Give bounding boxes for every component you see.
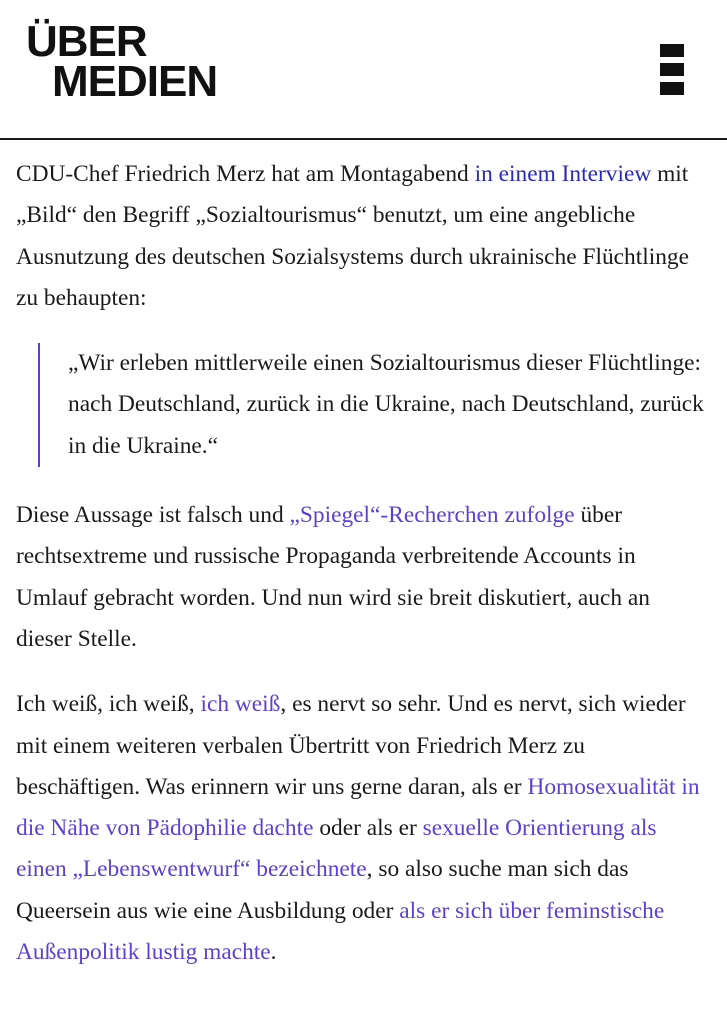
spiegel-research-link[interactable]: „Spiegel“-Recherchen zufolge	[289, 502, 575, 529]
blockquote: „Wir erleben mittlerweile einen Sozialtourismus dieser Flüchtlinge: nach Deutschland, zurück in die Ukraine, nach Deutschland, zurück in die Ukraine.“	[38, 343, 705, 467]
text: CDU-Chef Friedrich Merz hat am Montagabend	[16, 161, 475, 187]
hamburger-menu-icon[interactable]	[660, 44, 684, 96]
menu-bar	[660, 44, 684, 57]
text: Diese Aussage ist falsch und	[16, 502, 290, 529]
menu-bar	[660, 82, 684, 95]
logo-line-2: MEDIEN	[52, 57, 218, 106]
feminist-foreign-policy-link[interactable]: als er sich über feminstische Außenpolitik lustig machte	[16, 897, 665, 966]
text: über rechtsextreme und russische Propaganda verbreitende Accounts in Umlauf gebracht worden. Und nun wird sie breit diskutiert, auch an dieser Stelle.	[16, 502, 650, 652]
site-header	[0, 0, 727, 140]
menu-bar	[660, 63, 684, 76]
text: , so also suche man sich das Queersein aus wie eine Ausbildung oder	[16, 856, 629, 924]
text: .	[270, 939, 277, 966]
logo-line-1: ÜBER	[26, 17, 147, 66]
paragraph-2	[16, 495, 705, 660]
interview-link[interactable]: in einem Interview	[474, 161, 652, 187]
sexual-orientation-link[interactable]: sexuelle Orientierung als einen „Lebenswentwurf“ bezeichnete	[16, 815, 657, 883]
site-logo[interactable]	[26, 17, 218, 106]
text: mit „Bild“ den Begriff „Sozialtourismus“ benutzt, um eine angebliche Ausnutzung des deutschen Sozialsystems durch ukrainische Flüchtlinge zu behaupten:	[16, 161, 690, 311]
article-body	[0, 140, 727, 973]
homosexuality-link[interactable]: Homosexualität in die Nähe von Pädophilie dachte	[16, 773, 700, 842]
paragraph-3	[16, 684, 705, 973]
paragraph-1	[16, 154, 705, 319]
text: , es nervt so sehr. Und es nervt, sich wieder mit einem weiteren verbalen Übertritt von Friedrich Merz zu beschäftigen. Was erinnern wir uns gerne daran, als er	[16, 691, 686, 800]
ich-weiss-link[interactable]: ich weiß	[200, 691, 281, 718]
text: oder als er	[313, 815, 423, 842]
text: Ich weiß, ich weiß,	[16, 691, 201, 718]
